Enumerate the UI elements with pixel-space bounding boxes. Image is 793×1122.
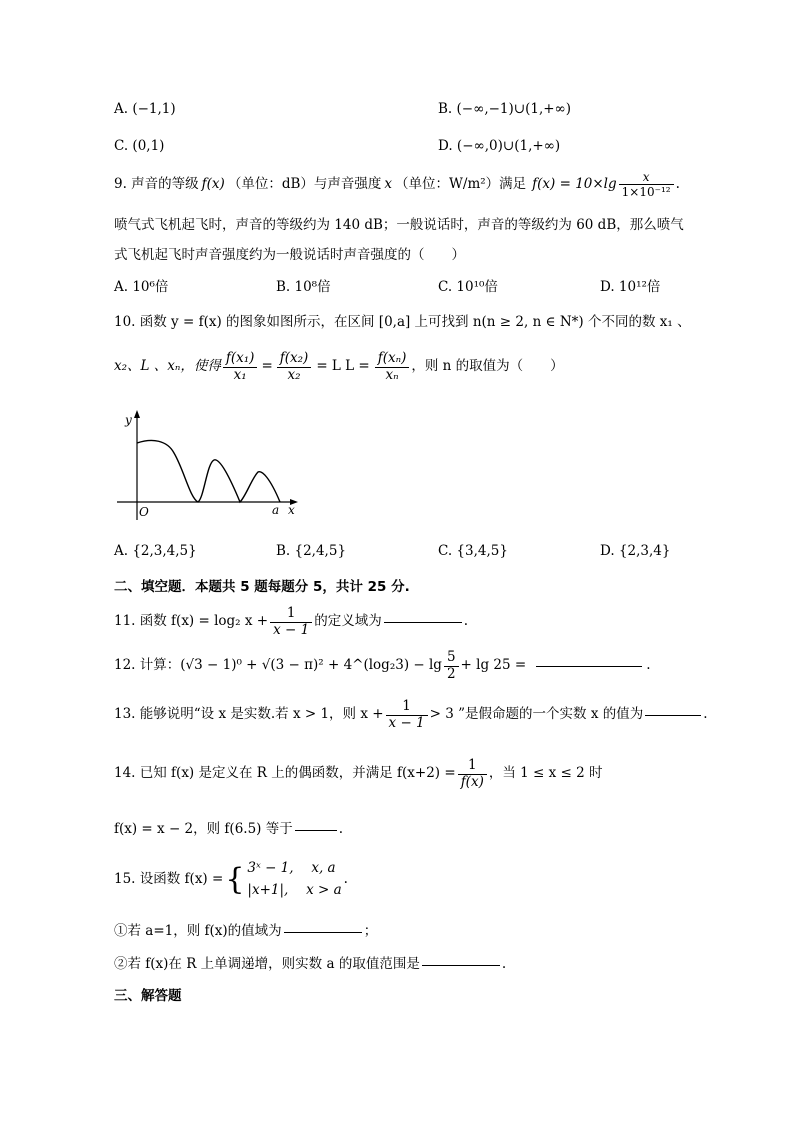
q15-p2-end: .: [501, 956, 507, 972]
q13-answer-blank: [645, 714, 701, 716]
q10-option-a: A. {2,3,4,5}: [114, 543, 197, 559]
q13-frac-den: x − 1: [388, 714, 425, 731]
q14-frac-den: f(x): [460, 773, 484, 790]
q14-text-b: ，当 1 ≤ x ≤ 2 时: [488, 765, 603, 782]
q12-answer-blank: [536, 665, 642, 667]
q11-text-b: 的定义域为: [314, 613, 382, 630]
a-label: a: [272, 503, 280, 517]
q9-option-c: C. 10¹⁰倍: [438, 279, 498, 295]
y-axis-arrow: [134, 410, 140, 418]
q10-frac-n: [375, 352, 410, 382]
q14-answer-blank: [295, 829, 337, 831]
q10-text-a: x₂、L 、xₙ，使得: [114, 358, 221, 375]
q15-p2-blank: [422, 964, 500, 966]
q10-frac-2-num: f(x₂): [277, 352, 312, 368]
q11-answer-blank: [384, 621, 462, 623]
q9-fx: f(x): [201, 175, 225, 192]
q11: [114, 607, 468, 637]
q9-option-a: A. 10⁶倍: [114, 279, 169, 295]
x-label: x: [288, 503, 295, 517]
q10-line2: x₂、L 、xₙ，使得 $\frac{\text{f(x₁)}}{\text{x₁}}$ = $\frac{\text{f(x₂)}}{\text{x₂}}$ = L L = $\frac{\text{f(xₙ)}}{\text{xₙ}}$ ，则 n 的取值为（ ）: [114, 350, 564, 383]
q8-option-b: B. (−∞,−1)∪(1,+∞): [438, 101, 572, 117]
q15-cases: [247, 862, 341, 897]
q12-fraction: [444, 651, 459, 681]
q12-text-b: + lg 25 =: [460, 657, 527, 674]
q14-fraction: [458, 759, 487, 789]
q9-text-e: （单位：W/m²）满足: [395, 175, 527, 192]
q10-frac-1-num: f(x₁): [223, 352, 258, 368]
q9-text-c: （单位：dB）与声音强度: [227, 175, 382, 192]
q10-frac-n-den: xₙ: [385, 366, 399, 383]
q10-mid: = L L =: [316, 358, 370, 375]
q14-frac-num: 1: [458, 759, 487, 775]
q10-line1: 10. 函数 y = f(x) 的图象如图所示，在区间 [0,a] 上可找到 n(n ≥ 2, n ∈ N*) 个不同的数 x₁ 、: [114, 314, 691, 330]
q15-end: .: [343, 870, 348, 887]
q10-frac-1-den: x₁: [233, 366, 247, 383]
q9-option-d: D. 10¹²倍: [600, 279, 661, 295]
q9-formula: f(x) = 10×lg: [532, 175, 617, 192]
q15-part-1: [114, 925, 377, 939]
q14-text-line2: f(x) = x − 2，则 f(6.5) 等于: [114, 821, 293, 837]
q13-fraction: [386, 700, 428, 730]
q8-option-c: C. (0,1): [114, 138, 165, 154]
q9-text-a: 9. 声音的等级: [114, 175, 199, 192]
section-2-heading: 二、填空题．本题共 5 题每题分 5，共计 25 分.: [114, 579, 410, 595]
q10-function-graph: [112, 408, 308, 526]
q12-frac-num: 5: [444, 651, 459, 667]
origin-label: O: [139, 505, 149, 519]
q12-end: .: [646, 657, 651, 674]
q9-frac-num: x: [619, 171, 674, 185]
q9-option-b: B. 10⁸倍: [276, 279, 331, 295]
q10-frac-2-den: x₂: [287, 366, 301, 383]
q15: [114, 862, 348, 897]
q10-text-b: ，则 n 的取值为（ ）: [411, 358, 564, 375]
y-label: y: [125, 413, 132, 427]
q11-frac-den: x − 1: [273, 621, 310, 638]
q15-case-2: |x+1|, x > a: [247, 881, 342, 898]
q13-text-a: 13. 能够说明“设 x 是实数.若 x > 1，则 x +: [114, 706, 384, 723]
q14-text-a: 14. 已知 f(x) 是定义在 R 上的偶函数，并满足 f(x+2) =: [114, 765, 456, 782]
q9-line3: 式飞机起飞时声音强度约为一般说话时声音强度的（ ）: [114, 247, 465, 263]
q15-brace: {: [225, 861, 245, 897]
q15-text-a: 15. 设函数 f(x) =: [114, 870, 224, 887]
q12-text-a: 12. 计算：(√3 − 1)⁰ + √(3 − π)² + 4^(log₂3) − lg: [114, 657, 442, 674]
q12-frac-den: 2: [446, 665, 456, 682]
q15-part-2: [114, 958, 506, 972]
q9-fraction: [619, 171, 674, 198]
q15-p1-end: ；: [363, 923, 378, 939]
q10-option-c: C. {3,4,5}: [438, 543, 508, 559]
q15-p2-text: ②若 f(x)在 R 上单调递增，则实数 a 的取值范围是: [114, 956, 420, 972]
q9-line1: 9. 声音的等级 f(x) （单位：dB）与声音强度 x （单位：W/m²）满足 f(x) = 10×lg $\frac{x}{\text{1×10⁻¹²}}$ .: [114, 170, 680, 199]
q13-text-b: > 3 ”是假命题的一个实数 x 的值为: [429, 706, 644, 723]
q10-frac-1: [223, 352, 258, 382]
q14-end: .: [338, 821, 344, 837]
q11-text-a: 11. 函数 f(x) = log₂ x +: [114, 613, 269, 630]
q9-frac-den: 1×10⁻¹²: [621, 185, 671, 199]
q10-option-d: D. {2,3,4}: [600, 543, 671, 559]
q14-line1: [114, 759, 603, 789]
q15-case-1: 3ˣ − 1, x, a: [247, 860, 336, 876]
section-3-heading: 三、解答题: [114, 988, 182, 1004]
q9-x: x: [384, 175, 393, 192]
q13-end: .: [703, 706, 708, 723]
q10-frac-2: [277, 352, 312, 382]
q11-fraction: [270, 607, 312, 637]
q8-option-d: D. (−∞,0)∪(1,+∞): [438, 138, 561, 154]
function-curve: [137, 440, 280, 502]
q13: [114, 700, 708, 730]
q15-p1-blank: [284, 931, 362, 933]
q9-line2: 喷气式飞机起飞时，声音的等级约为 140 dB；一般说话时，声音的等级约为 60 dB，那么喷气: [114, 217, 684, 233]
q10-frac-n-num: f(xₙ): [375, 352, 410, 368]
q15-p1-text: ①若 a=1，则 f(x)的值域为: [114, 923, 282, 939]
q11-frac-num: 1: [270, 607, 312, 623]
q10-option-b: B. {2,4,5}: [276, 543, 347, 559]
q12: [114, 651, 650, 681]
q11-end: .: [463, 613, 469, 630]
q8-option-a: A. (−1,1): [114, 101, 176, 117]
q13-frac-num: 1: [386, 700, 428, 716]
q14-line2: [114, 823, 343, 837]
